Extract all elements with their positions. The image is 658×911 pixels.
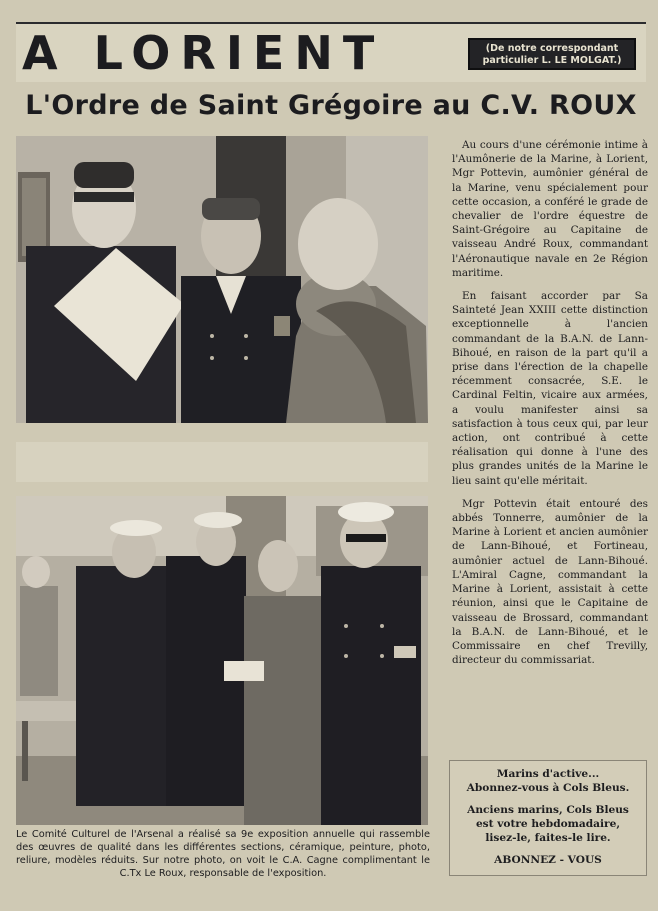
promo-line-5: lisez-le, faites-le lire. (485, 832, 611, 844)
subscription-promo-box (449, 760, 647, 876)
masthead (16, 22, 646, 82)
promo-line-1: Marins d'active... (496, 768, 600, 780)
promo-line-2: Abonnez-vous à Cols Bleus. (466, 782, 630, 794)
ceremony-photo-image (16, 136, 428, 423)
article-paragraph-1: Au cours d'une cérémonie intime à l'Aumônerie de la Marine, à Lorient, Mgr Pottevin, aumônier général de la Marine, venu spécialement pour cette occasion, a conféré le grade de chevalier de l'ordre équestre de Saint-Grégoire au Capitaine de vaisseau André Roux, commandant l'Aéronautique navale en 2e Région maritime. (452, 139, 648, 279)
photo-caption: Le Comité Culturel de l'Arsenal a réalisé sa 9e exposition annuelle qui rassemble des œuvres de qualité dans les différentes sections, céramique, peinture, photo, reliure, modèles réduits. Sur notre photo, on voit le C.A. Cagne complimentant le C.Tx Le Roux, responsable de l'exposition. (16, 829, 430, 879)
exhibition-photo-image (16, 496, 428, 825)
correspondent-credit-box (468, 38, 636, 70)
article-paragraph-3: Mgr Pottevin était entouré des abbés Tonnerre, aumônier de la Marine à Lorient et ancien aumônier de Lann-Bihoué, et Fortineau, aumônier actuel de Lann-Bihoué. L'Amiral Cagne, commandant la Marine à Lorient, assistait à cette réunion, ainsi que le Capitaine de vaisseau de Brossard, commandant la B.A.N. de Lann-Bihoué, et le Commissaire en chef Trevilly, directeur du commissariat. (452, 497, 648, 667)
credit-line-2: particulier L. LE MOLGAT.) (482, 55, 622, 66)
masthead-title: A LORIENT (22, 26, 385, 80)
credit-line-1: (De notre correspondant (485, 43, 619, 54)
article-body (452, 138, 648, 676)
photo-separator-band (16, 442, 428, 482)
promo-line-4: est votre hebdomadaire, (475, 818, 621, 830)
article-headline: L'Ordre de Saint Grégoire au C.V. ROUX (25, 90, 637, 121)
article-paragraph-2: En faisant accorder par Sa Sainteté Jean XXIII cette distinction exceptionnelle à l'ancien commandant de la B.A.N. de Lann-Bihoué, en raison de la part qu'il a prise dans l'érection de la chapelle récemment consacrée, S.E. le Cardinal Feltin, vicaire aux armées, a voulu manifester ainsi sa satisfaction à tous ceux qui, par leur action, ont contribué à cette réalisation qui donne à l'une des plus grandes unités de la Marine le lieu saint qu'elle méritait. (452, 290, 648, 487)
promo-line-6: ABONNEZ - VOUS (494, 854, 602, 866)
exhibition-photo (16, 496, 428, 825)
ceremony-photo (16, 136, 428, 423)
promo-line-3: Anciens marins, Cols Bleus (467, 804, 629, 816)
